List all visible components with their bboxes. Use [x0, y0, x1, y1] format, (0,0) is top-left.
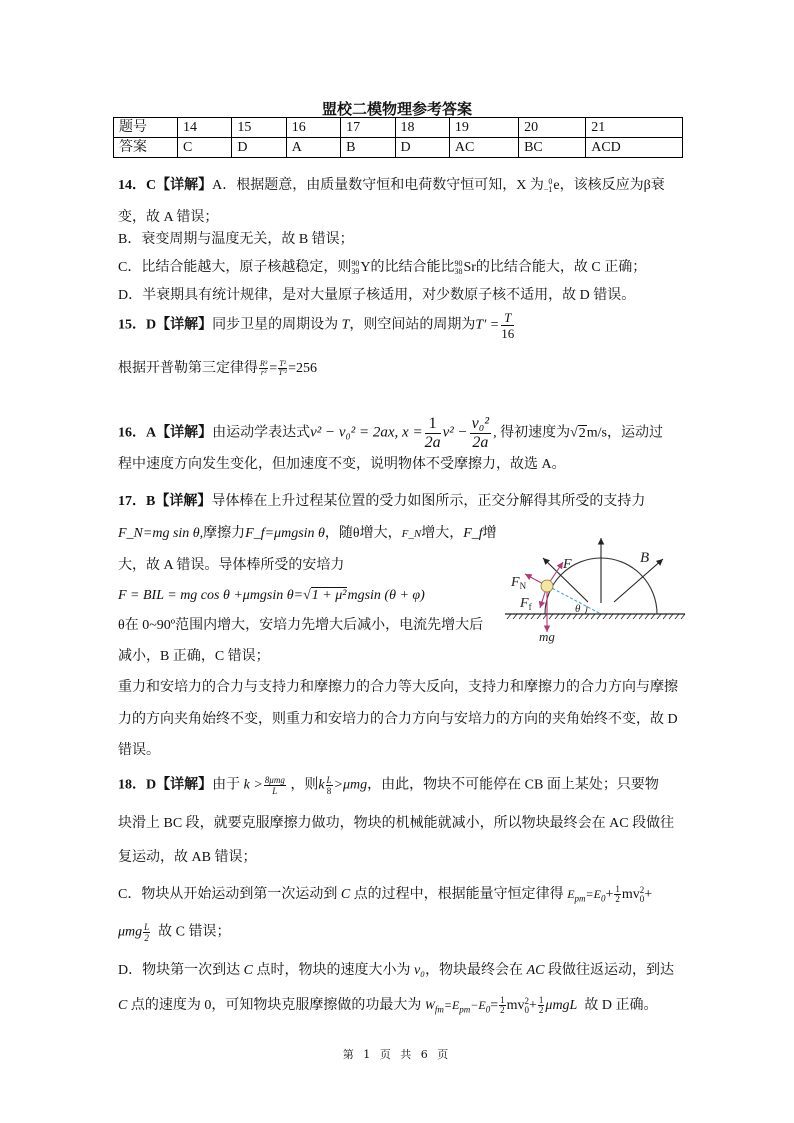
kepler-result: =256 [288, 361, 317, 376]
hatch-mark [615, 614, 619, 619]
hatch-mark [585, 614, 589, 619]
e0-sub: 0 [485, 1004, 491, 1015]
label-fn-main: F [511, 575, 520, 590]
fraction-denominator: L [272, 786, 278, 796]
fraction-numerator: 1 [500, 995, 505, 1006]
q16-text-3: m/s，运动过 [586, 425, 664, 441]
point-c: C [340, 887, 351, 902]
w-sub: fm [434, 1004, 444, 1015]
epm-sub: pm [459, 1004, 471, 1015]
electron-nuclide [544, 178, 553, 194]
hatch-mark [597, 614, 601, 619]
fraction-denominator: T′² [278, 368, 287, 378]
ampere-force-formula: F = BIL = mg cos θ +μmgsin θ= [118, 588, 304, 603]
sqrt-radicand: 1 + μ² [311, 588, 347, 603]
q16-line-1 [118, 415, 663, 452]
hatch-mark [681, 614, 685, 619]
table-cell: ACD [586, 138, 683, 158]
hatch-mark [669, 614, 673, 619]
point-c: C [118, 998, 128, 1013]
equals-sign: = [490, 998, 499, 1013]
hatch-mark [513, 614, 517, 619]
fraction-numerator: 1 [538, 995, 544, 1006]
q14-c-text-3: 的比结合能大，故 C 正确； [475, 260, 647, 275]
hatch-mark [537, 614, 541, 619]
q16-text-1: 由运动学表达式 [212, 425, 311, 441]
hatch-mark [651, 614, 655, 619]
fraction-denominator: 2 [500, 1005, 505, 1016]
q14-a-text-2: ，该核反应为β衰 [559, 178, 665, 193]
q17-line-7: 重力和安培力的合力与支持力和摩擦力的合力等大反向，支持力和摩擦力的合力方向与摩擦 [118, 680, 678, 695]
hatch-mark [591, 614, 595, 619]
q17-heading: 17．B【详解】 [118, 494, 212, 509]
label-ff [519, 596, 532, 612]
plus-sign: + [644, 887, 653, 902]
mv: mv [506, 998, 525, 1013]
exponent: 2 [524, 995, 530, 1006]
plus-sign: + [605, 887, 614, 902]
q14-a-text: A．根据题意，由质量数守恒和电荷数守恒可知，X 为 [212, 178, 544, 193]
hatch-mark [675, 614, 679, 619]
kepler-fraction-1 [259, 360, 268, 377]
hatch-mark [567, 614, 571, 619]
v0: v₀ [413, 963, 426, 978]
table-row-questions [114, 118, 683, 138]
fraction-numerator: v₀² [471, 415, 490, 432]
q17-line-4 [118, 586, 425, 606]
q17-text-increase: 增大， [421, 526, 464, 541]
exponent: 2 [639, 884, 645, 895]
q18-c-conclusion: 故 C 错误； [158, 924, 231, 940]
q18-heading: 18．D【详解】 [118, 777, 213, 793]
q18-c-text-1: C．物块从开始运动到第一次运动到 [118, 887, 338, 902]
label-theta: θ [575, 603, 581, 615]
table-cell: BC [519, 138, 586, 158]
q18-line-d [118, 961, 674, 981]
table-cell: 20 [519, 118, 586, 138]
q18-text-2: ，则 [290, 777, 319, 793]
fraction-numerator: 1 [615, 884, 620, 895]
kepler-fraction-2 [278, 360, 287, 377]
q18-d-text-1: D．物块第一次到达 [118, 963, 241, 978]
epm: E [567, 887, 575, 901]
fraction-denominator: r³ [260, 368, 267, 378]
nuclide-mass: 0 [548, 176, 553, 186]
label-fn [510, 575, 527, 591]
hatch-mark [633, 614, 637, 619]
q18-line-3: 复运动，故 AB 错误； [118, 850, 257, 865]
table-header-cell: 答案 [114, 138, 178, 158]
q15-text-3: 根据开普勒第三定律得 [118, 361, 258, 376]
table-cell: D [395, 138, 449, 158]
normal-force-formula: F_N=mg sin θ, [118, 526, 204, 541]
q18-line-2: 块滑上 BC 段，就要克服摩擦力做功，物块的机械能就减小，所以物块最终会在 AC 段做往 [118, 816, 675, 831]
q14-c-text-1: C．比结合能越大，原子核越稳定，则 [118, 260, 352, 275]
table-cell: A [286, 138, 340, 158]
q15-text-1: 同步卫星的周期设为 [212, 317, 339, 333]
nuclide-symbol: e [553, 178, 560, 193]
q14-line-d: D．半衰期具有统计规律，是对大量原子核适用，对少数原子核不适用，故 D 错误。 [118, 288, 636, 303]
fraction-denominator: 2 [538, 1005, 544, 1016]
nuclide-charge: −1 [543, 184, 553, 194]
q18-c-text-2: 点的过程中，根据能量守恒定律得 [353, 887, 564, 902]
e0: =E [585, 887, 601, 901]
fraction-numerator: 1 [425, 415, 441, 434]
theta-arc [585, 606, 587, 614]
fraction-numerator: T [501, 310, 514, 326]
q18-fraction-2 [326, 775, 333, 796]
epm-sub: pm [574, 893, 586, 904]
q16-fraction-1 [425, 415, 441, 452]
umgl: μmgL [545, 998, 578, 1013]
q16-formula-2: v² − [442, 424, 468, 441]
epm: =E [443, 998, 460, 1012]
ground-hatching [507, 614, 685, 619]
q17-line-9: 错误。 [118, 743, 160, 758]
plus-sign: + [529, 998, 537, 1013]
half-fraction [499, 996, 506, 1015]
fraction-numerator: L [144, 922, 150, 932]
work-formula [424, 998, 491, 1015]
sqrt-sign: √ [570, 425, 578, 441]
segment-ac: AC [526, 963, 545, 978]
answer-table [113, 117, 683, 158]
half-fraction [614, 885, 621, 904]
q16-fraction-2 [470, 415, 491, 452]
q18-line-c2 [118, 922, 231, 943]
q16-line-2: 程中速度方向发生变化，但加速度不变，说明物体不受摩擦力，故选 A。 [118, 457, 566, 472]
q18-inequality-2: >μmg [333, 777, 368, 793]
subscript: 0 [524, 1004, 530, 1015]
umg: μmg [118, 924, 143, 940]
friction-formula: F_f=μmgsin θ [245, 526, 325, 541]
table-cell: 18 [395, 118, 449, 138]
q15-var-t: T [341, 317, 350, 333]
fraction-denominator: 2a [424, 434, 441, 451]
fraction-numerator: T² [279, 359, 287, 369]
nuclide-symbol: Y [360, 260, 371, 275]
label-f: F [563, 557, 572, 572]
w: W [424, 998, 435, 1012]
table-row-answers [114, 138, 683, 158]
ff-symbol: F_f [463, 526, 483, 541]
q18-fraction [264, 775, 286, 796]
strontium-nuclide [454, 260, 462, 276]
nuclide-charge: 39 [351, 266, 360, 276]
mv: mv [621, 887, 640, 902]
q18-d-text-2: 点时，物块的速度大小为 [256, 963, 411, 978]
table-cell: 16 [286, 118, 340, 138]
q16-text-2: , 得初速度为 [493, 425, 571, 441]
q17-text-friction: 摩擦力 [203, 526, 246, 541]
fraction-numerator: R³ [260, 359, 268, 369]
q14-c-text-2: 的比结合能比 [370, 260, 455, 275]
table-header-cell: 题号 [114, 118, 178, 138]
table-cell: 17 [341, 118, 395, 138]
q15-formula-lhs: T′ = [475, 317, 500, 333]
page-title: 盟校二模物理参考答案 [321, 100, 472, 118]
q15-line-2 [118, 359, 317, 379]
point-c: C [243, 963, 253, 978]
label-ff-main: F [520, 596, 529, 611]
table-cell: 14 [178, 118, 232, 138]
page-footer: 第 1 页 共 6 页 [342, 1048, 452, 1061]
q15-line-1 [118, 310, 516, 341]
fraction-denominator: 8 [326, 786, 332, 796]
q18-k: k [318, 777, 325, 793]
half-fraction-2 [538, 996, 545, 1015]
label-b: B [640, 550, 650, 566]
q17-line-2 [118, 524, 497, 544]
q17-line-8: 力的方向夹角始终不变，则重力和安培力的合力方向与安培力的方向的夹角始终不变，故 D [118, 712, 678, 727]
b-field-arrow-right [614, 559, 663, 602]
q15-fraction [501, 310, 514, 341]
q18-line-1 [118, 775, 659, 796]
q17-text-1: 导体棒在上升过程某位置的受力如图所示，正交分解得其所受的支持力 [211, 494, 646, 509]
fraction-denominator: 2a [472, 434, 489, 451]
hatch-mark [663, 614, 667, 619]
table-cell: C [178, 138, 232, 158]
fraction-denominator: 2 [615, 894, 620, 905]
q18-line-d2 [118, 995, 657, 1019]
q18-d-text-5: 点的速度为 0，可知物块克服摩擦做的功最大为 [130, 998, 422, 1013]
hatch-mark [549, 614, 553, 619]
hatch-mark [507, 614, 511, 619]
q14-line-1 [118, 176, 665, 196]
conductor-rod [541, 580, 553, 592]
q14-line-b: B．衰变周期与温度无关，故 B 错误； [118, 232, 354, 247]
hatch-mark [609, 614, 613, 619]
q15-text-2: ，则空间站的周期为 [349, 317, 476, 333]
q17-line-1 [118, 492, 645, 512]
hatch-mark [525, 614, 529, 619]
equals-sign: = [269, 361, 278, 376]
q14-line-2: 变，故 A 错误； [118, 210, 219, 225]
q16-heading: 16．A【详解】 [118, 425, 213, 441]
label-fn-sub: N [519, 581, 527, 591]
q18-text-3: ，由此，物块不可能停在 CB 面上某处；只要物 [367, 777, 659, 793]
table-cell: 21 [586, 118, 683, 138]
q18-d-text-4: 段做往返运动，到达 [547, 963, 674, 978]
hatch-mark [639, 614, 643, 619]
q14-line-c [118, 258, 646, 278]
q17-line-5: θ在 0~90º范围内增大，安培力先增大后减小，电流先增大后 [118, 618, 484, 633]
q16-formula-1: v² − v₀² = 2ax, x = [310, 424, 423, 441]
fraction-numerator: L [326, 775, 332, 785]
table-cell: 19 [449, 118, 518, 138]
l-half-fraction [143, 922, 150, 943]
q14-heading: 14．C【详解】 [118, 178, 213, 193]
q18-d-text-3: ，物块最终会在 [425, 963, 524, 978]
table-cell: D [232, 138, 286, 158]
ampere-force-formula-2: mgsin (θ + φ) [347, 588, 425, 603]
fraction-denominator: 16 [501, 326, 515, 341]
q17-text-increase-2: 增 [482, 526, 497, 541]
fraction-denominator: 2 [144, 933, 149, 943]
q17-line-6: 减小，B 正确，C 错误； [118, 649, 270, 664]
q17-line-3: 大，故 A 错误。导体棒所受的安培力 [118, 558, 345, 573]
nuclide-mass: 90 [454, 258, 463, 268]
e0-sub: 0 [600, 893, 606, 904]
table-cell: B [341, 138, 395, 158]
nuclide-mass: 90 [351, 258, 360, 268]
table-cell: 15 [232, 118, 286, 138]
table-cell: AC [449, 138, 518, 158]
q18-line-c [118, 884, 652, 908]
nuclide-symbol: Sr [463, 260, 476, 275]
yttrium-nuclide [351, 260, 359, 276]
minus-e0: −E [470, 998, 486, 1012]
hatch-mark [627, 614, 631, 619]
nuclide-charge: 38 [454, 266, 463, 276]
energy-formula [567, 887, 606, 904]
hatch-mark [657, 614, 661, 619]
force-diagram [495, 520, 695, 645]
sqrt-value: 2 [578, 425, 586, 441]
fraction-numerator: 8μmg [264, 775, 285, 785]
fn-symbol: F_N [401, 528, 422, 540]
q18-text-1: 由于 [212, 777, 241, 793]
sqrt-sign: √ [303, 588, 311, 603]
hatch-mark [621, 614, 625, 619]
hatch-mark [531, 614, 535, 619]
hatch-mark [603, 614, 607, 619]
label-ff-sub: f [528, 602, 532, 612]
hatch-mark [519, 614, 523, 619]
subscript: 0 [639, 893, 645, 904]
label-mg: mg [539, 629, 555, 644]
hatch-mark [561, 614, 565, 619]
q18-d-conclusion: 故 D 正确。 [584, 998, 658, 1013]
hatch-mark [555, 614, 559, 619]
q17-text-theta: ，随θ增大， [324, 526, 402, 541]
hatch-mark [543, 614, 547, 619]
q15-heading: 15．D【详解】 [118, 317, 213, 333]
hatch-mark [645, 614, 649, 619]
q18-inequality: k > [243, 777, 263, 793]
